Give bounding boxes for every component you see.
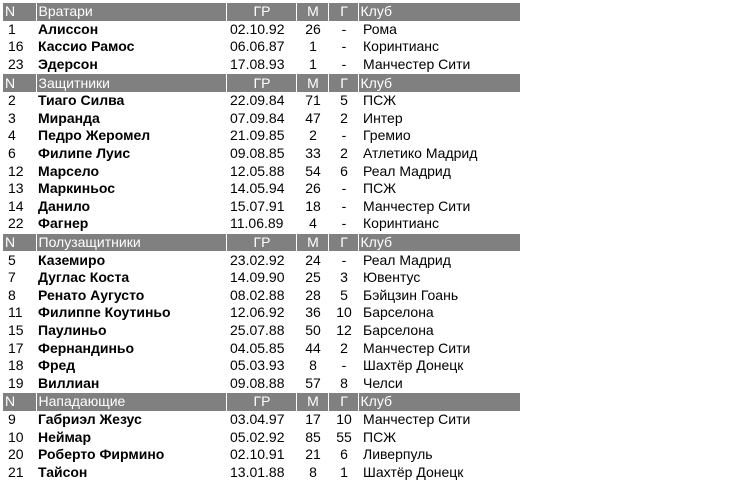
player-club: ПСЖ: [358, 180, 520, 198]
player-caps: 8: [296, 357, 328, 375]
player-number: 16: [3, 38, 36, 56]
player-row: [3, 162, 520, 180]
player-caps: 85: [296, 428, 328, 446]
player-club: Рома: [358, 21, 520, 39]
position-group-header: [3, 393, 520, 411]
player-number: 5: [3, 251, 36, 269]
header-birth-date: ГР: [226, 3, 296, 21]
player-goals: -: [328, 251, 358, 269]
player-number: 11: [3, 304, 36, 322]
player-birth-date: 11.06.89: [226, 215, 296, 233]
player-caps: 8: [296, 463, 328, 481]
player-club: Шахтёр Донецк: [358, 357, 520, 375]
position-group-header: [3, 3, 520, 21]
player-name: Эдерсон: [36, 56, 226, 74]
player-caps: 24: [296, 251, 328, 269]
player-goals: -: [328, 56, 358, 74]
player-number: 7: [3, 269, 36, 287]
player-name: Марсело: [36, 162, 226, 180]
header-club: Клуб: [358, 3, 520, 21]
player-caps: 4: [296, 215, 328, 233]
player-number: 19: [3, 374, 36, 392]
header-caps: М: [296, 393, 328, 411]
player-number: 13: [3, 180, 36, 198]
player-goals: 2: [328, 339, 358, 357]
player-birth-date: 21.09.85: [226, 127, 296, 145]
header-goals: Г: [328, 393, 358, 411]
player-number: 9: [3, 411, 36, 429]
player-row: [3, 127, 520, 145]
player-club: Ювентус: [358, 269, 520, 287]
player-row: [3, 339, 520, 357]
position-group-title: Полузащитники: [36, 233, 226, 251]
player-club: Коринтианс: [358, 38, 520, 56]
player-club: Интер: [358, 110, 520, 128]
player-row: [3, 269, 520, 287]
header-birth-date: ГР: [226, 233, 296, 251]
player-number: 21: [3, 463, 36, 481]
header-club: Клуб: [358, 393, 520, 411]
player-club: ПСЖ: [358, 428, 520, 446]
player-number: 3: [3, 110, 36, 128]
player-name: Роберто Фирмино: [36, 446, 226, 464]
player-birth-date: 09.08.85: [226, 145, 296, 163]
player-caps: 25: [296, 269, 328, 287]
player-goals: 2: [328, 145, 358, 163]
player-club: Шахтёр Донецк: [358, 463, 520, 481]
player-goals: 5: [328, 92, 358, 110]
player-goals: 1: [328, 463, 358, 481]
player-goals: 2: [328, 110, 358, 128]
player-club: Бэйцзин Гоань: [358, 287, 520, 305]
player-club: Коринтианс: [358, 215, 520, 233]
player-number: 22: [3, 215, 36, 233]
header-club: Клуб: [358, 233, 520, 251]
player-club: Барселона: [358, 322, 520, 340]
player-caps: 50: [296, 322, 328, 340]
player-number: 17: [3, 339, 36, 357]
header-number: N: [3, 74, 36, 92]
player-club: Манчестер Сити: [358, 56, 520, 74]
player-number: 12: [3, 162, 36, 180]
player-birth-date: 05.03.93: [226, 357, 296, 375]
squad-table-body: [3, 3, 520, 481]
player-goals: -: [328, 127, 358, 145]
player-birth-date: 17.08.93: [226, 56, 296, 74]
player-caps: 1: [296, 38, 328, 56]
header-number: N: [3, 3, 36, 21]
player-birth-date: 08.02.88: [226, 287, 296, 305]
player-caps: 18: [296, 198, 328, 216]
player-row: [3, 287, 520, 305]
player-birth-date: 03.04.97: [226, 411, 296, 429]
player-birth-date: 13.01.88: [226, 463, 296, 481]
player-birth-date: 07.09.84: [226, 110, 296, 128]
header-club: Клуб: [358, 74, 520, 92]
player-number: 23: [3, 56, 36, 74]
player-row: [3, 304, 520, 322]
player-club: Реал Мадрид: [358, 251, 520, 269]
player-row: [3, 145, 520, 163]
player-birth-date: 25.07.88: [226, 322, 296, 340]
player-caps: 33: [296, 145, 328, 163]
player-number: 8: [3, 287, 36, 305]
header-goals: Г: [328, 74, 358, 92]
player-row: [3, 198, 520, 216]
player-goals: -: [328, 215, 358, 233]
position-group-title: Вратари: [36, 3, 226, 21]
player-name: Маркиньос: [36, 180, 226, 198]
player-number: 6: [3, 145, 36, 163]
player-caps: 71: [296, 92, 328, 110]
player-caps: 2: [296, 127, 328, 145]
player-name: Каземиро: [36, 251, 226, 269]
player-birth-date: 15.07.91: [226, 198, 296, 216]
player-birth-date: 06.06.87: [226, 38, 296, 56]
player-name: Ренато Аугусто: [36, 287, 226, 305]
header-goals: Г: [328, 233, 358, 251]
squad-table: [3, 2, 520, 481]
player-name: Тайсон: [36, 463, 226, 481]
player-goals: -: [328, 38, 358, 56]
position-group-title: Защитники: [36, 74, 226, 92]
player-caps: 44: [296, 339, 328, 357]
player-row: [3, 251, 520, 269]
player-number: 18: [3, 357, 36, 375]
player-club: Ливерпуль: [358, 446, 520, 464]
header-number: N: [3, 233, 36, 251]
header-caps: М: [296, 3, 328, 21]
player-caps: 21: [296, 446, 328, 464]
player-row: [3, 428, 520, 446]
player-birth-date: 05.02.92: [226, 428, 296, 446]
player-caps: 54: [296, 162, 328, 180]
player-name: Филипе Луис: [36, 145, 226, 163]
player-name: Габриэл Жезус: [36, 411, 226, 429]
player-name: Фернандиньо: [36, 339, 226, 357]
header-birth-date: ГР: [226, 393, 296, 411]
player-name: Алиссон: [36, 21, 226, 39]
player-birth-date: 02.10.91: [226, 446, 296, 464]
player-name: Педро Жеромел: [36, 127, 226, 145]
header-birth-date: ГР: [226, 74, 296, 92]
player-name: Миранда: [36, 110, 226, 128]
player-name: Фред: [36, 357, 226, 375]
player-club: Манчестер Сити: [358, 411, 520, 429]
player-caps: 57: [296, 374, 328, 392]
player-club: Манчестер Сити: [358, 339, 520, 357]
player-goals: -: [328, 180, 358, 198]
player-number: 14: [3, 198, 36, 216]
player-birth-date: 22.09.84: [226, 92, 296, 110]
position-group-title: Нападающие: [36, 393, 226, 411]
player-name: Кассио Рамос: [36, 38, 226, 56]
player-caps: 26: [296, 180, 328, 198]
player-name: Паулиньо: [36, 322, 226, 340]
player-goals: -: [328, 357, 358, 375]
player-birth-date: 23.02.92: [226, 251, 296, 269]
player-caps: 36: [296, 304, 328, 322]
player-number: 15: [3, 322, 36, 340]
player-row: [3, 463, 520, 481]
header-number: N: [3, 393, 36, 411]
player-name: Дуглас Коста: [36, 269, 226, 287]
player-row: [3, 56, 520, 74]
squad-roster: [3, 2, 520, 481]
player-goals: -: [328, 198, 358, 216]
player-name: Неймар: [36, 428, 226, 446]
player-number: 2: [3, 92, 36, 110]
player-row: [3, 374, 520, 392]
player-club: ПСЖ: [358, 92, 520, 110]
player-goals: 3: [328, 269, 358, 287]
player-number: 4: [3, 127, 36, 145]
player-row: [3, 180, 520, 198]
position-group-header: [3, 74, 520, 92]
player-birth-date: 14.09.90: [226, 269, 296, 287]
player-club: Гремио: [358, 127, 520, 145]
player-goals: 6: [328, 162, 358, 180]
player-name: Фагнер: [36, 215, 226, 233]
player-row: [3, 38, 520, 56]
player-row: [3, 446, 520, 464]
player-row: [3, 357, 520, 375]
position-group-header: [3, 233, 520, 251]
player-birth-date: 09.08.88: [226, 374, 296, 392]
player-row: [3, 21, 520, 39]
player-birth-date: 04.05.85: [226, 339, 296, 357]
player-goals: 5: [328, 287, 358, 305]
player-birth-date: 12.05.88: [226, 162, 296, 180]
player-name: Данило: [36, 198, 226, 216]
player-row: [3, 215, 520, 233]
player-name: Виллиан: [36, 374, 226, 392]
player-goals: 10: [328, 304, 358, 322]
player-birth-date: 02.10.92: [226, 21, 296, 39]
player-club: Манчестер Сити: [358, 198, 520, 216]
player-birth-date: 12.06.92: [226, 304, 296, 322]
player-row: [3, 92, 520, 110]
player-goals: 55: [328, 428, 358, 446]
player-goals: -: [328, 21, 358, 39]
header-goals: Г: [328, 3, 358, 21]
player-goals: 12: [328, 322, 358, 340]
player-birth-date: 14.05.94: [226, 180, 296, 198]
player-club: Челси: [358, 374, 520, 392]
player-row: [3, 411, 520, 429]
player-caps: 17: [296, 411, 328, 429]
player-goals: 6: [328, 446, 358, 464]
player-name: Филиппе Коутиньо: [36, 304, 226, 322]
player-caps: 28: [296, 287, 328, 305]
player-goals: 8: [328, 374, 358, 392]
player-number: 10: [3, 428, 36, 446]
player-club: Реал Мадрид: [358, 162, 520, 180]
player-club: Атлетико Мадрид: [358, 145, 520, 163]
player-club: Барселона: [358, 304, 520, 322]
player-caps: 26: [296, 21, 328, 39]
player-row: [3, 110, 520, 128]
header-caps: М: [296, 233, 328, 251]
player-row: [3, 322, 520, 340]
player-goals: 10: [328, 411, 358, 429]
player-caps: 47: [296, 110, 328, 128]
player-name: Тиаго Силва: [36, 92, 226, 110]
header-caps: М: [296, 74, 328, 92]
player-caps: 1: [296, 56, 328, 74]
player-number: 1: [3, 21, 36, 39]
player-number: 20: [3, 446, 36, 464]
